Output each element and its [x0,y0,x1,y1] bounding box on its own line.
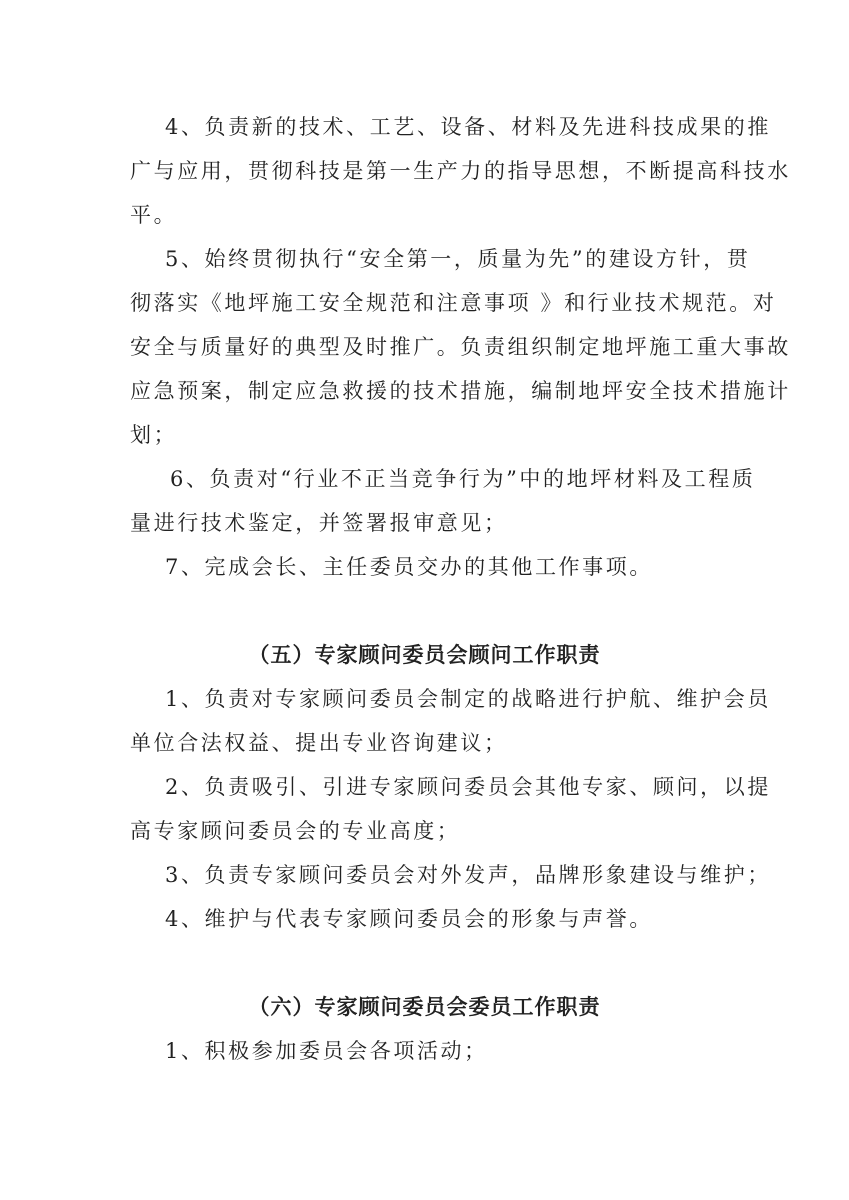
paragraph-line: 高专家顾问委员会的专业高度； [130,819,461,843]
paragraph-line: 2、负责吸引、引进专家顾问委员会其他专家、顾问，以提 [165,775,771,799]
paragraph-line: 1、积极参加委员会各项活动； [165,1039,488,1063]
paragraph-line: 6、负责对“行业不正当竞争行为”中的地坪材料及工程质 [170,467,756,491]
paragraph-line: 4、维护与代表专家顾问委员会的形象与声誉。 [165,907,653,931]
paragraph-line: 平。 [130,203,178,227]
paragraph-line: 7、完成会长、主任委员交办的其他工作事项。 [165,555,653,579]
paragraph-line: 3、负责专家顾问委员会对外发声，品牌形象建设与维护； [165,863,771,887]
paragraph-line: 安全与质量好的典型及时推广。负责组织制定地坪施工重大事故 [130,335,791,359]
paragraph-line: 广与应用，贯彻科技是第一生产力的指导思想，不断提高科技水 [130,159,791,183]
paragraph-line: 量进行技术鉴定，并签署报审意见； [130,511,508,535]
paragraph-line: 彻落实《地坪施工安全规范和注意事项 》和行业技术规范。对 [130,291,777,315]
paragraph-line: 4、负责新的技术、工艺、设备、材料及先进科技成果的推 [165,115,771,139]
section-heading: （五）专家顾问委员会顾问工作职责 [248,642,601,667]
paragraph-line: 5、始终贯彻执行“安全第一，质量为先”的建设方针，贯 [165,247,751,271]
paragraph-line: 应急预案，制定应急救援的技术措施，编制地坪安全技术措施计 [130,379,791,403]
paragraph-line: 划； [130,423,178,447]
section-heading: （六）专家顾问委员会委员工作职责 [248,994,601,1019]
paragraph-line: 单位合法权益、提出专业咨询建议； [130,731,508,755]
paragraph-line: 1、负责对专家顾问委员会制定的战略进行护航、维护会员 [165,687,771,711]
